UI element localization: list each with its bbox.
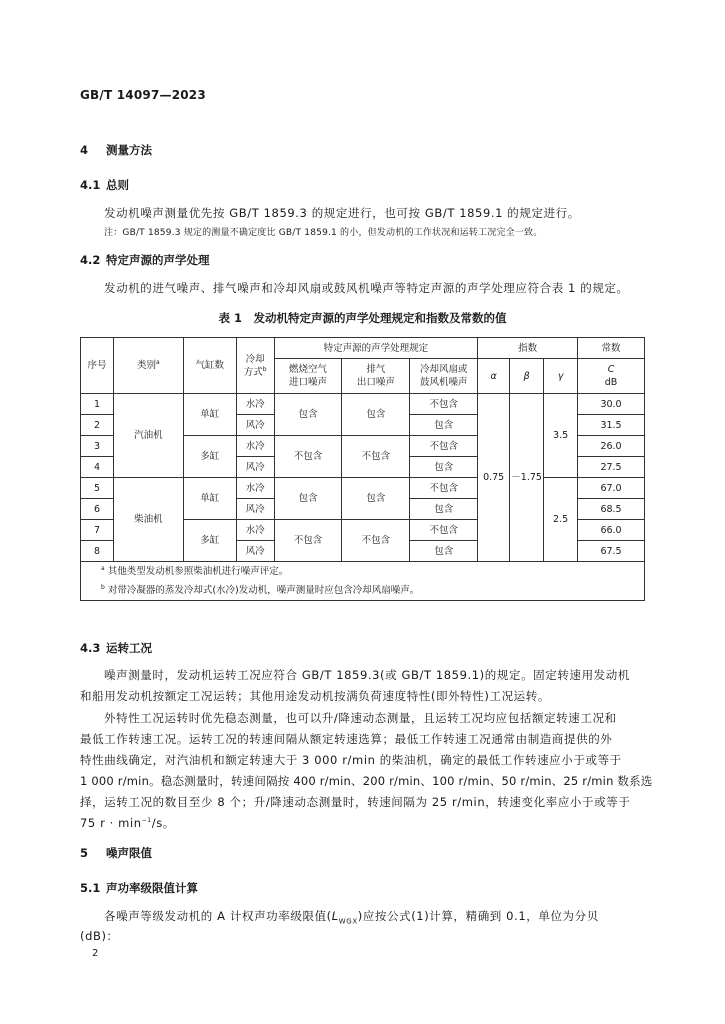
section-5-1-heading [80, 880, 198, 896]
table-footnote-b: $^b$ 对带冷凝器的蒸发冷却式(水冷)发动机，噪声测量时应包含冷却风扇噪声。 [81, 581, 645, 601]
header-beta: β [510, 359, 544, 394]
row-cooling: 水冷 [236, 436, 274, 457]
cylinders-single: 单缸 [183, 394, 236, 436]
section-4-heading [80, 142, 152, 158]
section-title: 总则 [106, 178, 129, 192]
section-5-1-paragraph-line2: (dB)： [80, 929, 119, 943]
header-cooling: 冷却 方式$^b$ [236, 338, 274, 394]
section-4-2-heading [80, 252, 210, 268]
exhaust-value: 不包含 [342, 436, 410, 478]
row-seq: 7 [81, 520, 114, 541]
section-number: 5 [80, 846, 89, 860]
row-seq: 8 [81, 541, 114, 562]
section-number: 4.3 [80, 641, 101, 655]
section-4-1-paragraph: 发动机噪声测量优先按 GB/T 1859.3 的规定进行，也可按 GB/T 1859.1 的规定进行。 [104, 206, 580, 220]
exhaust-value: 包含 [342, 394, 410, 436]
section-4-3-p2-line6: 75 $r \cdot \min^{-1}/s$。 [80, 816, 175, 830]
cylinders-single: 单缸 [183, 478, 236, 520]
row-fan: 不包含 [410, 436, 478, 457]
intake-value: 不包含 [274, 520, 342, 562]
row-cooling: 水冷 [236, 394, 274, 415]
section-4-1-note: 注：GB/T 1859.3 规定的测量不确定度比 GB/T 1859.1 的小，但发动机的工作状况和运转工况完全一致。 [104, 228, 543, 238]
row-constant: 27.5 [578, 457, 645, 478]
header-fan-noise: 冷却风扇或 鼓风机噪声 [410, 359, 478, 394]
row-fan: 包含 [410, 415, 478, 436]
section-title: 噪声限值 [106, 846, 152, 860]
section-number: 5.1 [80, 881, 101, 895]
section-title: 声功率级限值计算 [106, 881, 198, 895]
row-cooling: 风冷 [236, 541, 274, 562]
gamma-diesel: 2.5 [544, 478, 578, 562]
row-constant: 31.5 [578, 415, 645, 436]
table-footnote-a: $^a$ 其他类型发动机参照柴油机进行噪声评定。 [81, 562, 645, 582]
row-constant: 30.0 [578, 394, 645, 415]
section-4-3-heading [80, 640, 152, 656]
section-4-3-p2-line2: 最低工作转速工况。运转工况的转速间隔从额定转速选算；最低工作转速工况通常由制造商提供的外 [80, 732, 613, 746]
section-5-heading [80, 845, 152, 861]
intake-value: 包含 [274, 394, 342, 436]
section-number: 4.1 [80, 178, 101, 192]
row-seq: 2 [81, 415, 114, 436]
header-exhaust-noise: 排气 出口噪声 [342, 359, 410, 394]
section-5-1-paragraph-line1: 各噪声等级发动机的 A 计权声功率级限值$(L_{WGX})$应按公式(1)计算，精确到 0.1，单位为分贝 [104, 909, 599, 926]
row-seq: 5 [81, 478, 114, 499]
table-row [81, 394, 645, 415]
exhaust-value: 包含 [342, 478, 410, 520]
row-fan: 不包含 [410, 478, 478, 499]
section-4-3-p2-line1: 外特性工况运转时优先稳态测量，也可以升/降速动态测量，且运转工况均应包括额定转速工况和 [104, 711, 617, 725]
header-seq: 序号 [81, 338, 114, 394]
section-4-3-p2-line3: 特性曲线确定，对汽油机和额定转速大于 3 000 r/min 的柴油机，确定的最低工作转速应小于或等于 [80, 753, 622, 767]
alpha-value: 0.75 [478, 394, 510, 562]
header-source-group: 特定声源的声学处理规定 [274, 338, 478, 359]
cylinders-multi: 多缸 [183, 436, 236, 478]
row-cooling: 水冷 [236, 520, 274, 541]
table-1 [80, 337, 645, 601]
section-4-2-paragraph: 发动机的进气噪声、排气噪声和冷却风扇或鼓风机噪声等特定声源的声学处理应符合表 1 的规定。 [104, 281, 629, 295]
intake-value: 不包含 [274, 436, 342, 478]
row-cooling: 风冷 [236, 415, 274, 436]
section-4-3-p2-line5: 择，运转工况的数目至少 8 个；升/降速动态测量时，转速间隔为 25 r/min，转速变化率应小于或等于 [80, 795, 631, 809]
header-intake-noise: 燃烧空气 进口噪声 [274, 359, 342, 394]
section-4-3-p2-line4: 1 000 r/min。稳态测量时，转速间隔按 400 r/min、200 r/min、100 r/min、50 r/min、25 r/min 数系选 [80, 774, 653, 788]
row-fan: 包含 [410, 541, 478, 562]
row-fan: 包含 [410, 499, 478, 520]
header-category: 类别$^a$ [113, 338, 183, 394]
section-title: 测量方法 [106, 143, 152, 157]
header-alpha: α [478, 359, 510, 394]
section-number: 4 [80, 143, 89, 157]
row-constant: 68.5 [578, 499, 645, 520]
row-cooling: 水冷 [236, 478, 274, 499]
beta-value: －1.75 [510, 394, 544, 562]
row-constant: 26.0 [578, 436, 645, 457]
header-gamma: γ [544, 359, 578, 394]
cylinders-multi: 多缸 [183, 520, 236, 562]
section-title: 运转工况 [106, 641, 152, 655]
header-c-db: C dB [578, 359, 645, 394]
row-seq: 1 [81, 394, 114, 415]
page-number: 2 [92, 948, 99, 959]
row-fan: 不包含 [410, 520, 478, 541]
header-index: 指数 [478, 338, 578, 359]
table-row [81, 478, 645, 499]
row-constant: 66.0 [578, 520, 645, 541]
row-constant: 67.5 [578, 541, 645, 562]
section-4-1-heading [80, 177, 129, 193]
category-gasoline: 汽油机 [113, 394, 183, 478]
row-fan: 不包含 [410, 394, 478, 415]
section-title: 特定声源的声学处理 [106, 253, 210, 267]
gamma-gasoline: 3.5 [544, 394, 578, 478]
exhaust-value: 不包含 [342, 520, 410, 562]
row-constant: 67.0 [578, 478, 645, 499]
intake-value: 包含 [274, 478, 342, 520]
section-4-3-p1-line1: 噪声测量时，发动机运转工况应符合 GB/T 1859.3(或 GB/T 1859.1)的规定。固定转速用发动机 [104, 668, 630, 682]
row-seq: 3 [81, 436, 114, 457]
table-1-caption: 表 1 发动机特定声源的声学处理规定和指数及常数的值 [218, 311, 507, 325]
category-diesel: 柴油机 [113, 478, 183, 562]
row-seq: 6 [81, 499, 114, 520]
section-number: 4.2 [80, 253, 101, 267]
header-cylinders: 气缸数 [183, 338, 236, 394]
row-seq: 4 [81, 457, 114, 478]
row-fan: 包含 [410, 457, 478, 478]
row-cooling: 风冷 [236, 499, 274, 520]
row-cooling: 风冷 [236, 457, 274, 478]
standard-number: GB/T 14097—2023 [80, 88, 206, 102]
header-constant: 常数 [578, 338, 645, 359]
section-4-3-p1-line2: 和船用发动机按额定工况运转；其他用途发动机按满负荷速度特性(即外特性)工况运转。 [80, 689, 550, 703]
